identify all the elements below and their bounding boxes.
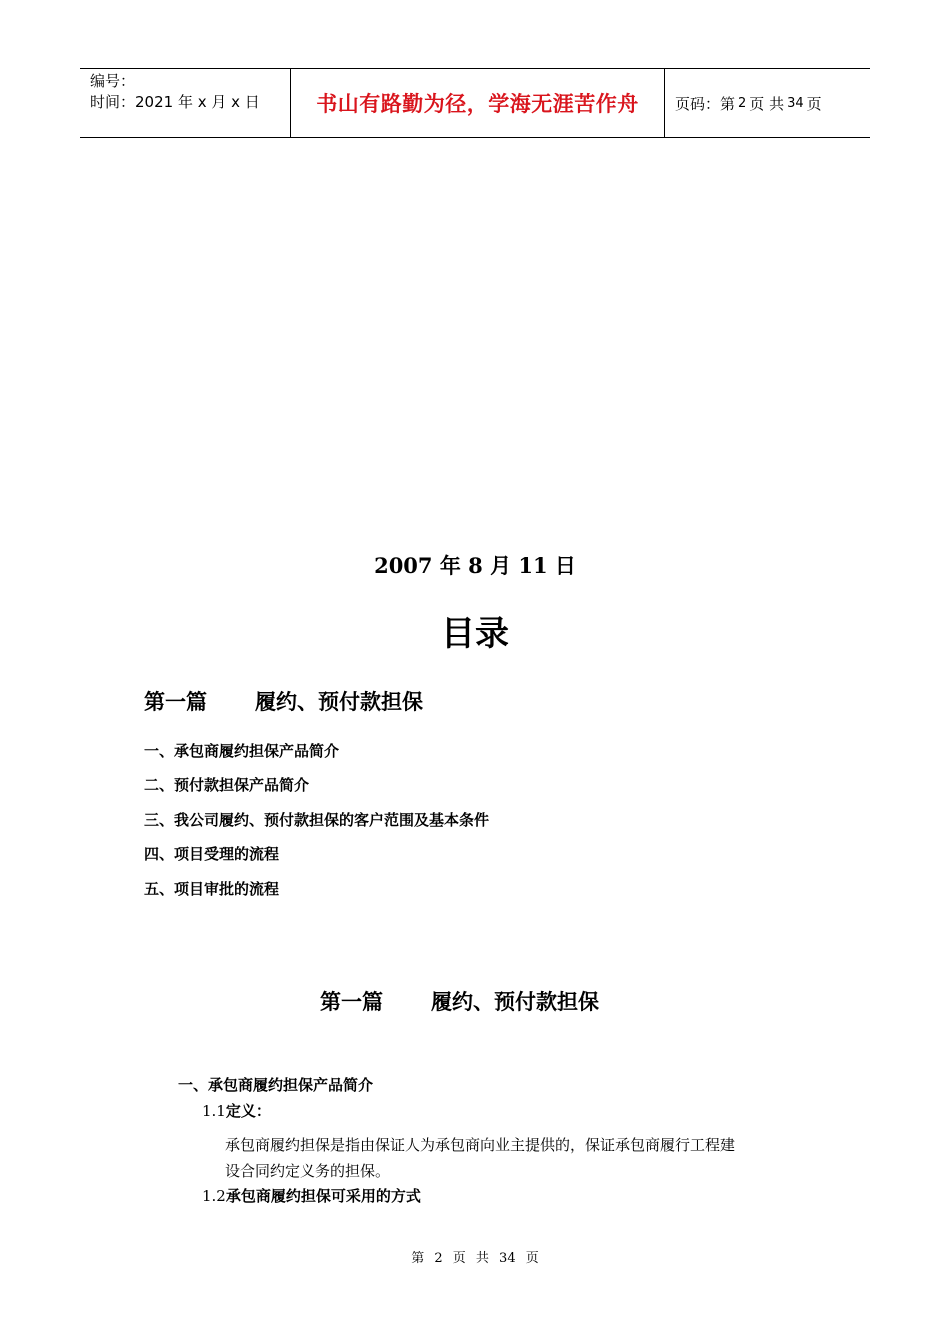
toc-part-label: 第一篇 (144, 690, 207, 714)
part-label: 第一篇 (320, 990, 383, 1014)
definition-line: 承包商履约担保是指由保证人为承包商向业主提供的，保证承包商履行工程建 (225, 1136, 736, 1154)
definition-line: 设合同约定义务的担保。 (225, 1162, 391, 1180)
definition-paragraph (225, 1132, 825, 1184)
page-current: 2 (738, 95, 747, 111)
subsection-heading (202, 1185, 421, 1206)
header-meta (80, 69, 291, 137)
document-date: 2007 年 8 月 11 日 (374, 553, 576, 578)
subsection-title: 承包商履约担保可采用的方式 (225, 1187, 421, 1205)
toc-item[interactable]: 三、我公司履约、预付款担保的客户范围及基本条件 (144, 811, 490, 829)
toc-part-title: 履约、预付款担保 (255, 690, 423, 714)
header-motto: 书山有路勤为径，学海无涯苦作舟 (291, 69, 665, 137)
page-label-mid: 页 共 (749, 94, 785, 113)
page-total: 34 (787, 95, 804, 111)
toc-part-heading (144, 686, 423, 716)
toc-item[interactable]: 二、预付款担保产品简介 (144, 776, 310, 794)
page-footer: 第 2 页 共 34 页 (411, 1251, 539, 1266)
subsection-heading (202, 1100, 271, 1121)
toc-item[interactable]: 五、项目审批的流程 (144, 880, 280, 898)
toc-title: 目录 (441, 614, 509, 654)
toc-item[interactable]: 四、项目受理的流程 (144, 845, 280, 863)
page-label-suffix: 页 (806, 94, 822, 113)
page-header (80, 68, 870, 138)
header-page-indicator (665, 69, 870, 137)
time-label: 时间：2021 年 x 月 x 日 (90, 93, 260, 111)
subsection-number: 1.1 (202, 1102, 226, 1120)
page-label-prefix: 页码：第 (675, 94, 736, 113)
subsection-number: 1.2 (202, 1187, 226, 1205)
part-heading (320, 986, 599, 1016)
subsection-title: 定义： (225, 1102, 271, 1120)
part-title: 履约、预付款担保 (431, 990, 599, 1014)
toc-item[interactable]: 一、承包商履约担保产品简介 (144, 742, 340, 760)
section-heading: 一、承包商履约担保产品简介 (178, 1076, 374, 1094)
doc-number-label: 编号： (90, 72, 136, 90)
